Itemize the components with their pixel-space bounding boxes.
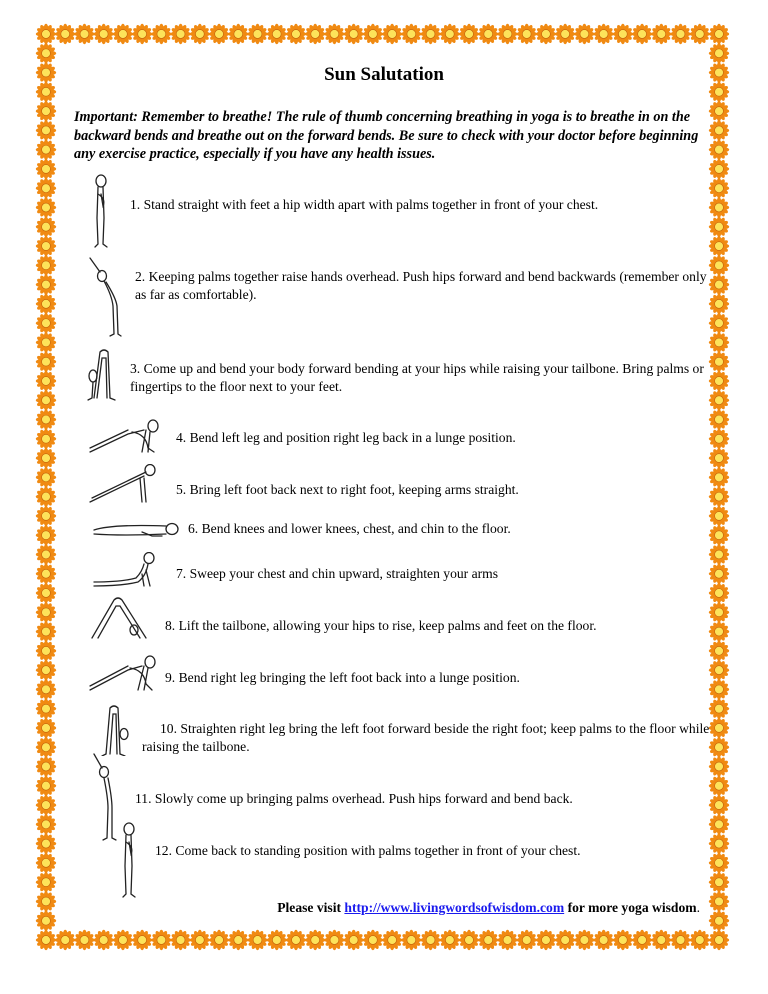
lunge-icon: [88, 418, 168, 456]
backbend-icon: [86, 256, 126, 338]
standing-palms-together-icon: [116, 822, 142, 900]
prone-icon: [92, 516, 182, 538]
step-text: 9. Bend right leg bringing the left foot back into a lunge position.: [165, 670, 520, 685]
footer: [0, 900, 700, 916]
step-text: 10. Straighten right leg bring the left foot forward beside the right foot; keep palms to the floor while raising the tailbone.: [142, 721, 710, 754]
footer-end: .: [696, 900, 700, 915]
page-title: Sun Salutation: [324, 64, 444, 85]
step-text: 12. Come back to standing position with palms together in front of your chest.: [155, 843, 581, 858]
step-text: 6. Bend knees and lower knees, chest, and chin to the floor.: [188, 521, 511, 536]
cobra-icon: [92, 552, 162, 588]
downward-dog-icon: [88, 594, 150, 642]
lunge-icon: [88, 654, 164, 694]
step-text: 2. Keeping palms together raise hands overhead. Push hips forward and bend backwards (remember only as far as comfortable).: [135, 269, 707, 302]
standing-palms-together-icon: [88, 174, 114, 250]
step-text: 11. Slowly come up bringing palms overhead. Push hips forward and bend back.: [135, 791, 573, 806]
step-text: 7. Sweep your chest and chin upward, straighten your arms: [176, 566, 499, 581]
step-text: 8. Lift the tailbone, allowing your hips to rise, keep palms and feet on the floor.: [165, 618, 597, 633]
footer-suffix: for more yoga wisdom: [564, 900, 697, 915]
forward-fold-icon: [98, 702, 132, 756]
footer-prefix: Please visit: [277, 900, 345, 915]
forward-fold-icon: [84, 346, 124, 402]
plank-icon: [88, 464, 160, 504]
intro-paragraph: Important: Remember to breathe! The rule of thumb concerning breathing in yoga is to breathe in on the backward bends and breathe out on the forward bends. Be sure to check with your doctor before beginning any exercise practice, especially if you have any health issues.: [74, 109, 699, 162]
website-link[interactable]: http://www.livingwordsofwisdom.com: [344, 900, 565, 915]
step-text: 1. Stand straight with feet a hip width apart with palms together in front of your chest.: [130, 197, 599, 212]
step-text: 4. Bend left leg and position right leg back in a lunge position.: [176, 430, 516, 445]
step-text: 3. Come up and bend your body forward bending at your hips while raising your tailbone. Bring palms or fingertips to the floor next to your feet.: [130, 361, 704, 394]
step-text: 5. Bring left foot back next to right foot, keeping arms straight.: [176, 482, 519, 497]
